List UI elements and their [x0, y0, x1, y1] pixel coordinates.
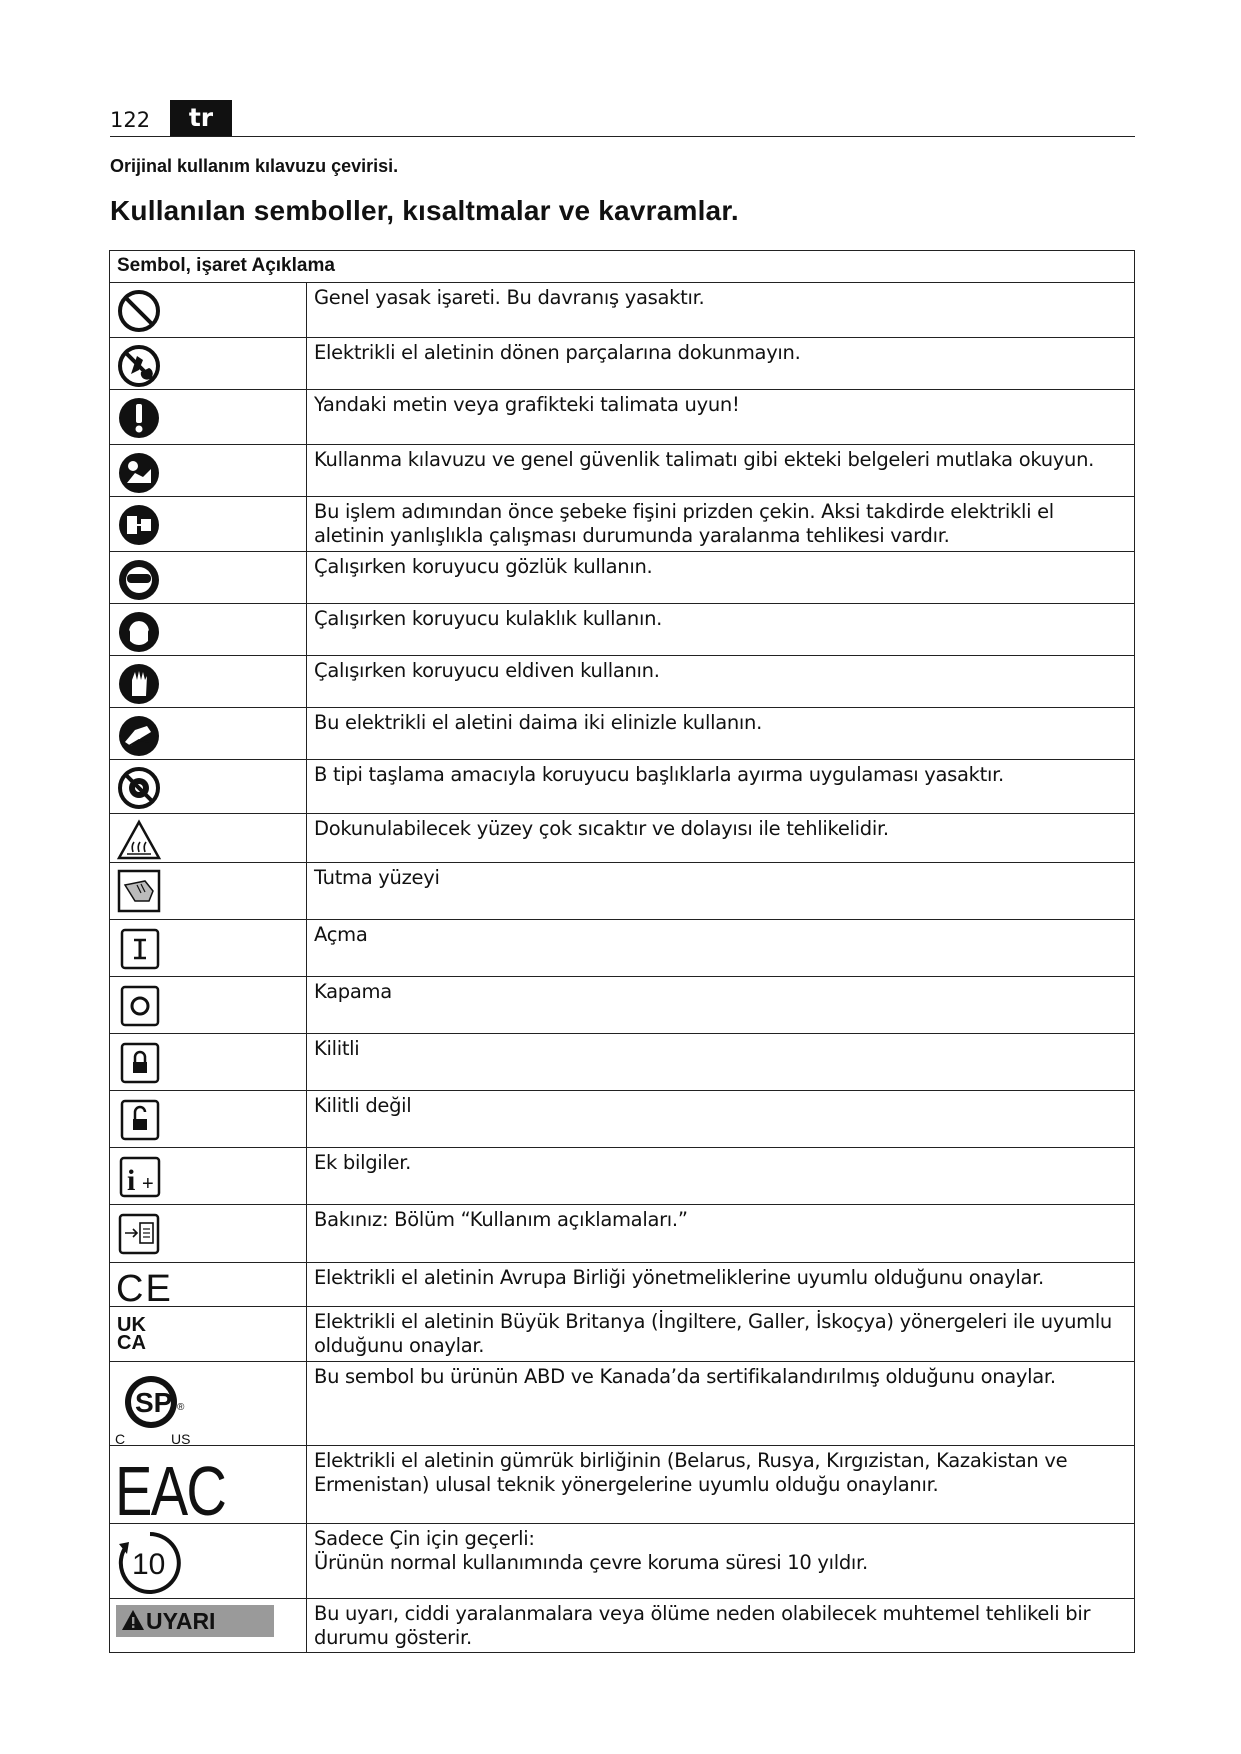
- read-manual-icon: [115, 449, 163, 497]
- table-row: [110, 1148, 1135, 1205]
- symbols-table: [109, 250, 1135, 1653]
- description-cell: Yandaki metin veya grafikteki talimata uyun!: [307, 390, 1135, 445]
- table-row: [110, 977, 1135, 1034]
- description-cell: B tipi taşlama amacıyla koruyucu başlıklarla ayırma uygulaması yasaktır.: [307, 760, 1135, 814]
- unplug-icon: [115, 501, 163, 549]
- description-cell: Kilitli değil: [307, 1091, 1135, 1148]
- language-badge: tr: [170, 100, 232, 136]
- table-row: [110, 1034, 1135, 1091]
- gloves-icon: [115, 660, 163, 708]
- table-row: [110, 656, 1135, 708]
- symbol-cell: [110, 604, 307, 656]
- description-cell: Açma: [307, 920, 1135, 977]
- description-cell: Kullanma kılavuzu ve genel güvenlik talimatı gibi ekteki belgeleri mutlaka okuyun.: [307, 445, 1135, 497]
- description-cell: Elektrikli el aletinin dönen parçalarına dokunmayın.: [307, 338, 1135, 390]
- table-row: [110, 390, 1135, 445]
- info-plus-icon: [115, 1152, 163, 1200]
- symbol-cell: [110, 552, 307, 604]
- table-header: [110, 251, 1135, 283]
- table-row: [110, 552, 1135, 604]
- table-row: [110, 497, 1135, 552]
- table-header-row: [110, 251, 1135, 283]
- power-on-icon: [115, 924, 163, 972]
- hot-surface-icon: [115, 818, 163, 862]
- symbol-cell: [110, 1263, 307, 1310]
- symbol-cell: [110, 1362, 307, 1446]
- description-cell: Bu elektrikli el aletini daima iki elinizle kullanın.: [307, 708, 1135, 760]
- china-10-years-icon: [115, 1528, 185, 1598]
- csa-mark-icon: [115, 1366, 205, 1446]
- page-number: 122: [110, 108, 151, 132]
- table-row: [110, 1091, 1135, 1148]
- symbol-cell: [110, 656, 307, 708]
- see-chapter-icon: [115, 1209, 163, 1257]
- description-cell: Çalışırken koruyucu gözlük kullanın.: [307, 552, 1135, 604]
- warning-label-text: UYARI: [146, 1608, 216, 1634]
- table-row: [110, 708, 1135, 760]
- warning-triangle-icon: [121, 1609, 145, 1631]
- china-number: 10: [132, 1548, 166, 1581]
- table-row: [110, 1524, 1135, 1599]
- info-letter: i: [127, 1164, 136, 1197]
- description-cell: Bu işlem adımından önce şebeke fişini prizden çekin. Aksi takdirde elektrikli el aletinin yanlışlıkla çalışması durumunda yaralanma tehlikesi vardır.: [307, 497, 1135, 552]
- description-cell: Çalışırken koruyucu eldiven kullanın.: [307, 656, 1135, 708]
- description-cell: Kilitli: [307, 1034, 1135, 1091]
- description-cell: Çalışırken koruyucu kulaklık kullanın.: [307, 604, 1135, 656]
- eac-mark-icon: [115, 1450, 226, 1531]
- csa-letters: SP: [135, 1387, 173, 1418]
- csa-reg: ®: [177, 1402, 185, 1413]
- ce-text: CE: [116, 1268, 173, 1310]
- symbol-cell: [110, 1599, 307, 1653]
- col-symbol-header: Sembol, işaret: [117, 255, 247, 276]
- symbol-cell: [110, 863, 307, 920]
- table-row: [110, 445, 1135, 497]
- unlocked-icon: [115, 1095, 163, 1143]
- csa-us: US: [171, 1431, 191, 1447]
- symbol-cell: [110, 445, 307, 497]
- description-cell: Bu uyarı, ciddi yaralanmalara veya ölüme neden olabilecek muhtemel tehlikeli bir durumu gösterir.: [307, 1599, 1135, 1653]
- symbol-cell: [110, 1524, 307, 1599]
- table-row: [110, 338, 1135, 390]
- table-row: [110, 814, 1135, 863]
- symbol-cell: [110, 283, 307, 338]
- no-touch-rotating-parts-icon: [115, 342, 163, 390]
- table-row: [110, 1205, 1135, 1263]
- header-rule: [110, 136, 1135, 137]
- description-cell: Elektrikli el aletinin Avrupa Birliği yönetmeliklerine uyumlu olduğunu onaylar.: [307, 1263, 1135, 1307]
- page-header: [110, 100, 1135, 136]
- table-row: [110, 283, 1135, 338]
- power-off-icon: [115, 981, 163, 1029]
- description-cell: Genel yasak işareti. Bu davranış yasaktır.: [307, 283, 1135, 338]
- ce-mark-icon: [115, 1267, 173, 1310]
- table-row: [110, 920, 1135, 977]
- locked-icon: [115, 1038, 163, 1086]
- symbol-cell: [110, 814, 307, 863]
- no-cutoff-guard-icon: [115, 764, 163, 812]
- description-cell: Tutma yüzeyi: [307, 863, 1135, 920]
- symbol-cell: [110, 338, 307, 390]
- symbol-cell: [110, 1091, 307, 1148]
- table-row: [110, 1446, 1135, 1524]
- two-hands-icon: [115, 712, 163, 760]
- table-row: [110, 760, 1135, 814]
- ear-protection-icon: [115, 608, 163, 656]
- ukca-top: UK: [117, 1314, 146, 1336]
- table-row: [110, 1263, 1135, 1307]
- symbol-cell: [110, 390, 307, 445]
- document-subtitle: Orijinal kullanım kılavuzu çevirisi.: [110, 156, 399, 176]
- ukca-mark-icon: [115, 1311, 155, 1355]
- description-cell: Bakınız: Bölüm “Kullanım açıklamaları.”: [307, 1205, 1135, 1263]
- symbol-cell: [110, 708, 307, 760]
- exclamation-icon: [115, 394, 163, 442]
- prohibition-icon: [115, 287, 163, 335]
- csa-c: C: [115, 1431, 126, 1447]
- table-row: [110, 604, 1135, 656]
- grip-surface-icon: [115, 867, 163, 915]
- description-cell: Elektrikli el aletinin Büyük Britanya (İngiltere, Galler, İskoçya) yönergeleri ile uyumlu olduğunu onaylar.: [307, 1307, 1135, 1362]
- table-row: [110, 1599, 1135, 1653]
- description-cell: Ek bilgiler.: [307, 1148, 1135, 1205]
- symbol-cell: [110, 760, 307, 814]
- ukca-bottom: CA: [117, 1332, 146, 1354]
- info-plus-sign: +: [142, 1173, 154, 1195]
- eac-text: EAC: [115, 1453, 226, 1531]
- table-row: [110, 863, 1135, 920]
- section-title: Kullanılan semboller, kısaltmalar ve kavramlar.: [110, 195, 739, 226]
- symbol-cell: [110, 920, 307, 977]
- description-cell: Sadece Çin için geçerli: Ürünün normal kullanımında çevre koruma süresi 10 yıldır.: [307, 1524, 1135, 1599]
- symbol-cell: [110, 497, 307, 552]
- symbol-cell: [110, 1034, 307, 1091]
- symbol-cell: [110, 1446, 307, 1531]
- description-cell: Bu sembol bu ürünün ABD ve Kanada’da sertifikalandırılmış olduğunu onaylar.: [307, 1362, 1135, 1446]
- description-cell: Kapama: [307, 977, 1135, 1034]
- table-row: [110, 1307, 1135, 1362]
- col-description-header: Açıklama: [251, 255, 335, 276]
- symbol-cell: [110, 1148, 307, 1205]
- description-cell: Elektrikli el aletinin gümrük birliğinin (Belarus, Rusya, Kırgızistan, Kazakistan ve Ermenistan) ulusal teknik yönergelerine uyumlu olduğu onaylanır.: [307, 1446, 1135, 1524]
- description-cell: Dokunulabilecek yüzey çok sıcaktır ve dolayısı ile tehlikelidir.: [307, 814, 1135, 863]
- symbol-cell: [110, 1307, 307, 1362]
- warning-label-icon: [116, 1605, 274, 1637]
- symbol-cell: [110, 1205, 307, 1263]
- safety-goggles-icon: [115, 556, 163, 604]
- symbol-cell: [110, 977, 307, 1034]
- table-row: [110, 1362, 1135, 1446]
